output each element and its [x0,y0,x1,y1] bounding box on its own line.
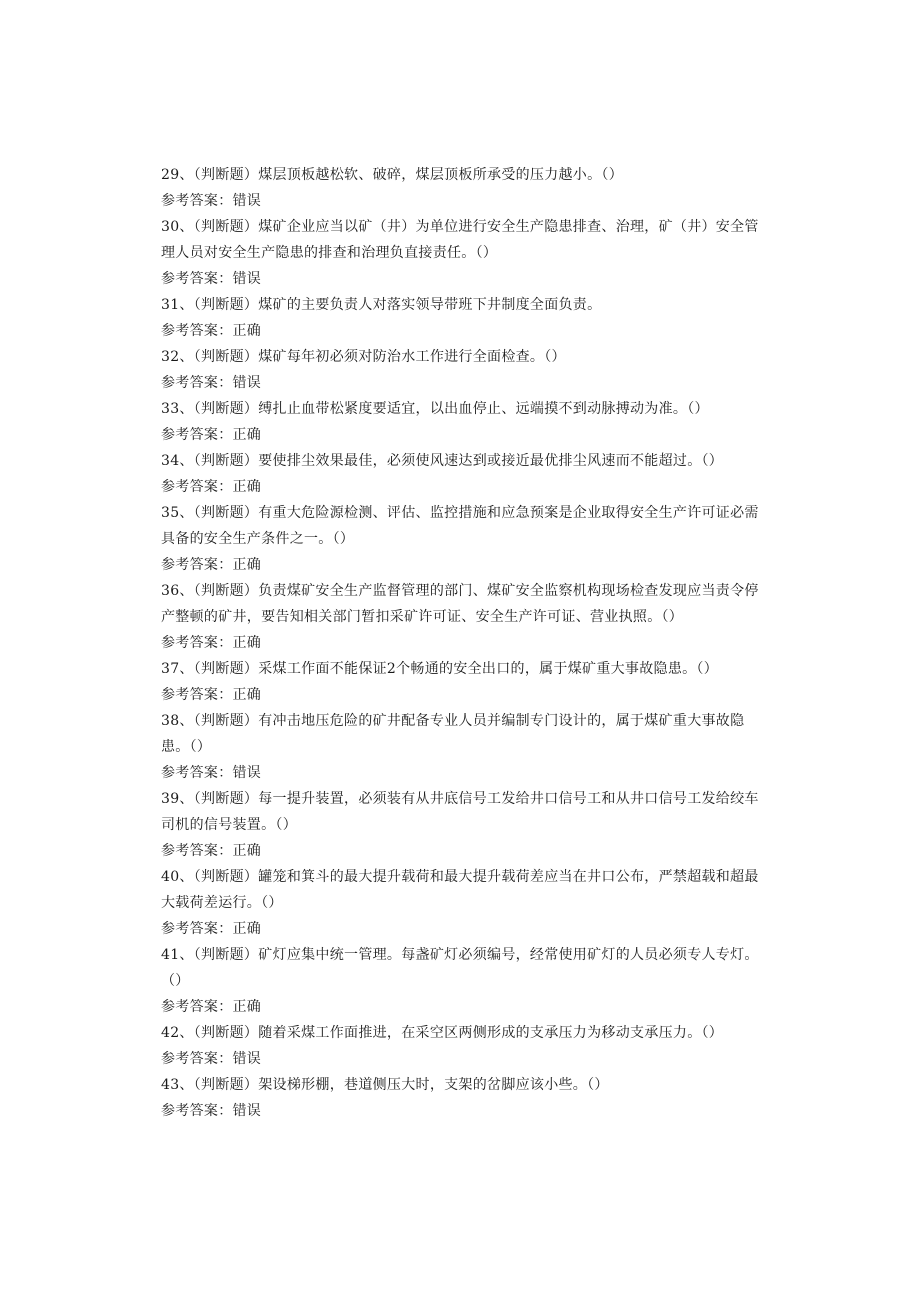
question-text: 41、（判断题）矿灯应集中统一管理。每盏矿灯必须编号，经常使用矿灯的人员必须专人专灯。（） [161,947,759,989]
question-item [161,1072,761,1124]
answer-line [161,916,761,942]
question-text: 35、（判断题）有重大危险源检测、评估、监控措施和应急预案是企业取得安全生产许可证必需具备的安全生产条件之一。（） [161,505,759,547]
answer-prefix: 参考答案： [161,271,233,287]
answer-value: 正确 [232,323,262,339]
answer-value: 正确 [232,921,262,937]
question-text: 33、（判断题）缚扎止血带松紧度要适宜，以出血停止、远端摸不到动脉搏动为准。（） [161,401,709,417]
question-item [161,448,761,500]
answer-prefix: 参考答案： [161,193,233,209]
document-page [161,162,761,1124]
answer-line [161,318,761,344]
answer-value: 正确 [232,479,262,495]
question-text: 36、（判断题）负责煤矿安全生产监督管理的部门、煤矿安全监察机构现场检查发现应当责令停产整顿的矿井，要告知相关部门暂扣采矿许可证、安全生产许可证、营业执照。（） [161,583,759,625]
question-text: 34、（判断题）要使排尘效果最佳，必须使风速达到或接近最优排尘风速而不能超过。（） [161,453,724,469]
answer-value: 错误 [232,375,262,391]
answer-prefix: 参考答案： [161,687,233,703]
question-item [161,1020,761,1072]
question-item [161,786,761,864]
answer-line [161,1098,761,1124]
answer-prefix: 参考答案： [161,843,233,859]
answer-prefix: 参考答案： [161,479,233,495]
answer-line [161,474,761,500]
answer-value: 错误 [232,1103,262,1119]
answer-value: 正确 [232,557,262,573]
question-item [161,656,761,708]
answer-prefix: 参考答案： [161,427,233,443]
question-text: 39、（判断题）每一提升装置，必须装有从井底信号工发给井口信号工和从井口信号工发给绞车司机的信号装置。（） [161,791,759,833]
answer-value: 正确 [232,843,262,859]
question-item [161,578,761,656]
question-text: 30、（判断题）煤矿企业应当以矿（井）为单位进行安全生产隐患排查、治理，矿（井）安全管理人员对安全生产隐患的排查和治理负直接责任。（） [161,219,759,261]
answer-prefix: 参考答案： [161,375,233,391]
answer-prefix: 参考答案： [161,999,233,1015]
answer-prefix: 参考答案： [161,765,233,781]
question-text: 37、（判断题）采煤工作面不能保证2个畅通的安全出口的，属于煤矿重大事故隐患。（） [161,661,719,677]
question-text: 43、（判断题）架设梯形棚，巷道侧压大时，支架的岔脚应该小些。（） [161,1077,609,1093]
question-item [161,864,761,942]
answer-prefix: 参考答案： [161,323,233,339]
question-text: 29、（判断题）煤层顶板越松软、破碎，煤层顶板所承受的压力越小。（） [161,167,624,183]
answer-value: 错误 [232,1051,262,1067]
answer-line [161,552,761,578]
answer-line [161,838,761,864]
answer-value: 正确 [232,999,262,1015]
question-text: 40、（判断题）罐笼和箕斗的最大提升载荷和最大提升载荷差应当在井口公布，严禁超载和超最大载荷差运行。（） [161,869,759,911]
answer-prefix: 参考答案： [161,635,233,651]
question-item [161,708,761,786]
question-item [161,344,761,396]
answer-value: 正确 [232,635,262,651]
answer-line [161,630,761,656]
answer-value: 错误 [232,765,262,781]
question-item [161,500,761,578]
question-text: 38、（判断题）有冲击地压危险的矿井配备专业人员并编制专门设计的，属于煤矿重大事故隐患。（） [161,713,745,755]
question-item [161,396,761,448]
answer-prefix: 参考答案： [161,1103,233,1119]
answer-prefix: 参考答案： [161,1051,233,1067]
question-text: 42、（判断题）随着采煤工作面推进，在采空区两侧形成的支承压力为移动支承压力。（） [161,1025,724,1041]
answer-line [161,422,761,448]
question-item [161,214,761,292]
question-text: 31、（判断题）煤矿的主要负责人对落实领导带班下井制度全面负责。 [161,297,602,313]
question-item [161,942,761,1020]
answer-line [161,682,761,708]
answer-line [161,1046,761,1072]
answer-line [161,188,761,214]
question-text: 32、（判断题）煤矿每年初必须对防治水工作进行全面检查。（） [161,349,566,365]
answer-value: 错误 [232,193,262,209]
answer-prefix: 参考答案： [161,921,233,937]
question-item [161,162,761,214]
answer-line [161,994,761,1020]
answer-value: 正确 [232,427,262,443]
answer-prefix: 参考答案： [161,557,233,573]
question-item [161,292,761,344]
answer-value: 错误 [232,271,262,287]
answer-line [161,370,761,396]
answer-value: 正确 [232,687,262,703]
answer-line [161,266,761,292]
answer-line [161,760,761,786]
